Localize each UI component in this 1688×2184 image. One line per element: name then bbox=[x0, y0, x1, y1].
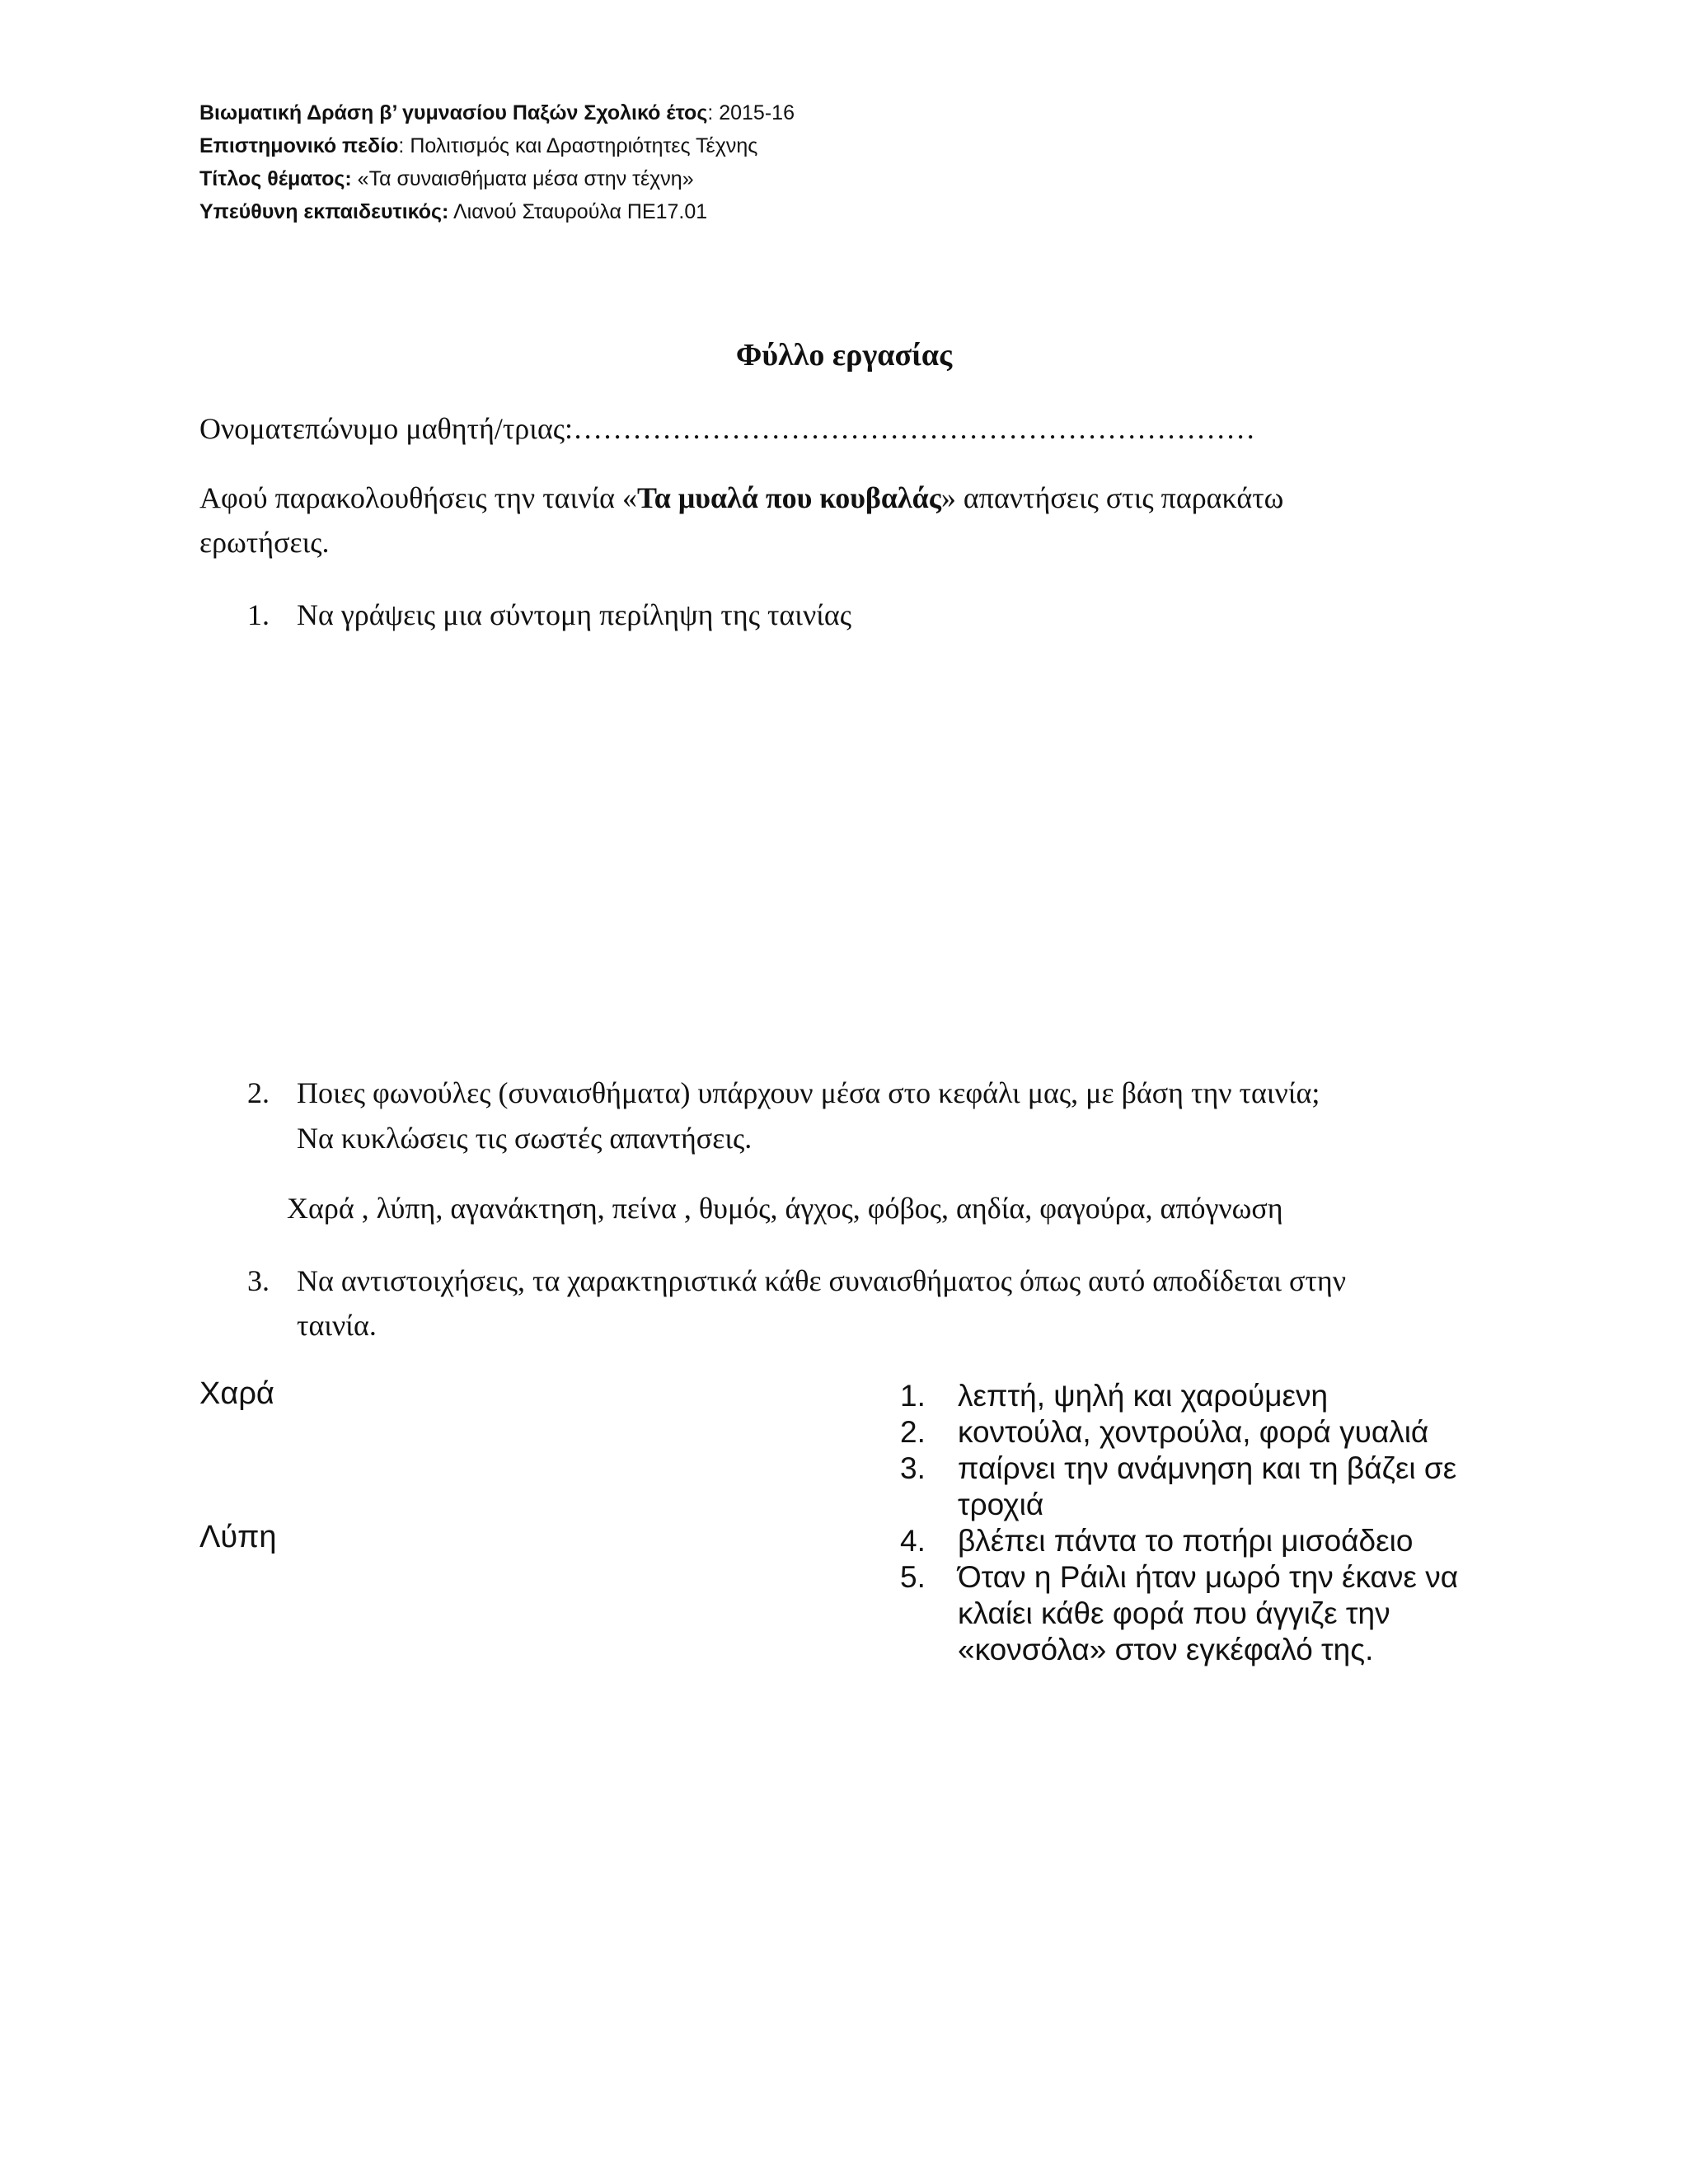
student-name-label: Ονοματεπώνυμο μαθητή/τριας: bbox=[199, 412, 574, 445]
student-name-field bbox=[199, 407, 1255, 450]
question-2-number: 2. bbox=[247, 1076, 270, 1109]
teacher-value: Λιανού Σταυρούλα ΠΕ17.01 bbox=[448, 200, 708, 223]
intro-line-1 bbox=[199, 476, 1283, 519]
header-field bbox=[199, 134, 757, 158]
match-right-item-3 bbox=[900, 1451, 1493, 1523]
match-right-item-1 bbox=[900, 1378, 1493, 1414]
topic-value: «Τα συναισθήματα μέσα στην τέχνη» bbox=[351, 167, 694, 190]
match-right-number-5: 5. bbox=[900, 1560, 926, 1594]
question-1-number: 1. bbox=[247, 598, 270, 631]
match-right-text-3b: τροχιά bbox=[958, 1488, 1044, 1521]
match-right-text-4a: βλέπει πάντα το ποτήρι μισοάδειο bbox=[958, 1524, 1414, 1558]
question-1-text: Να γράψεις μια σύντομη περίληψη της ταινίας bbox=[297, 598, 852, 631]
teacher-label: Υπεύθυνη εκπαιδευτικός: bbox=[199, 200, 449, 223]
match-right-text-1a: λεπτή, ψηλή και χαρούμενη bbox=[958, 1379, 1329, 1413]
intro-before: Αφού παρακολουθήσεις την ταινία « bbox=[199, 481, 638, 514]
question-3-line-2: ταινία. bbox=[297, 1309, 377, 1342]
header-school-year bbox=[199, 101, 795, 125]
match-left-sadness: Λύπη bbox=[199, 1520, 277, 1554]
school-year-value: : 2015-16 bbox=[707, 101, 795, 124]
question-3-number: 3. bbox=[247, 1264, 270, 1297]
match-right-number-1: 1. bbox=[900, 1379, 926, 1413]
match-right-text-2a: κοντούλα, χοντρούλα, φορά γυαλιά bbox=[958, 1415, 1429, 1449]
match-right-text-5c: «κονσόλα» στον εγκέφαλό της. bbox=[958, 1633, 1374, 1666]
match-right-number-4: 4. bbox=[900, 1524, 926, 1558]
match-right-item-4 bbox=[900, 1523, 1493, 1559]
emotion-options: Χαρά , λύπη, αγανάκτηση, πείνα , θυμός, άγχος, φόβος, αηδία, φαγούρα, απόγνωση bbox=[287, 1192, 1283, 1225]
topic-label: Τίτλος θέματος: bbox=[199, 167, 352, 190]
header-topic bbox=[199, 166, 694, 191]
movie-title: Τα μυαλά που κουβαλάς bbox=[637, 481, 941, 514]
student-name-dots: …………………………………………………………… bbox=[573, 412, 1256, 445]
field-value: : Πολιτισμός και Δραστηριότητες Τέχνης bbox=[398, 134, 758, 157]
match-right-number-3: 3. bbox=[900, 1451, 926, 1485]
match-right-list bbox=[900, 1378, 1493, 1668]
match-left-joy: Χαρά bbox=[199, 1376, 274, 1411]
school-year-label: Βιωματική Δράση β’ γυμνασίου Παξών Σχολικό έτος bbox=[199, 101, 708, 124]
page-title: Φύλλο εργασίας bbox=[735, 338, 953, 373]
match-right-text-5a: Όταν η Ράιλι ήταν μωρό την έκανε να bbox=[958, 1560, 1459, 1594]
match-right-item-2 bbox=[900, 1414, 1493, 1451]
field-label: Επιστημονικό πεδίο bbox=[199, 134, 399, 157]
intro-after: » απαντήσεις στις παρακάτω bbox=[940, 481, 1284, 514]
match-right-text-3a: παίρνει την ανάμνηση και τη βάζει σε bbox=[958, 1451, 1457, 1485]
header-teacher bbox=[199, 199, 707, 224]
match-right-number-2: 2. bbox=[900, 1415, 926, 1449]
match-right-item-5 bbox=[900, 1559, 1493, 1668]
question-3-line-1: Να αντιστοιχήσεις, τα χαρακτηριστικά κάθε συναισθήματος όπως αυτό αποδίδεται στην bbox=[297, 1264, 1347, 1297]
match-right-text-5b: κλαίει κάθε φορά που άγγιζε την bbox=[958, 1596, 1390, 1630]
question-2-line-1: Ποιες φωνούλες (συναισθήματα) υπάρχουν μέσα στο κεφάλι μας, με βάση την ταινία; bbox=[297, 1076, 1320, 1109]
question-2-line-2: Να κυκλώσεις τις σωστές απαντήσεις. bbox=[297, 1122, 753, 1155]
intro-line-2: ερωτήσεις. bbox=[199, 526, 330, 559]
